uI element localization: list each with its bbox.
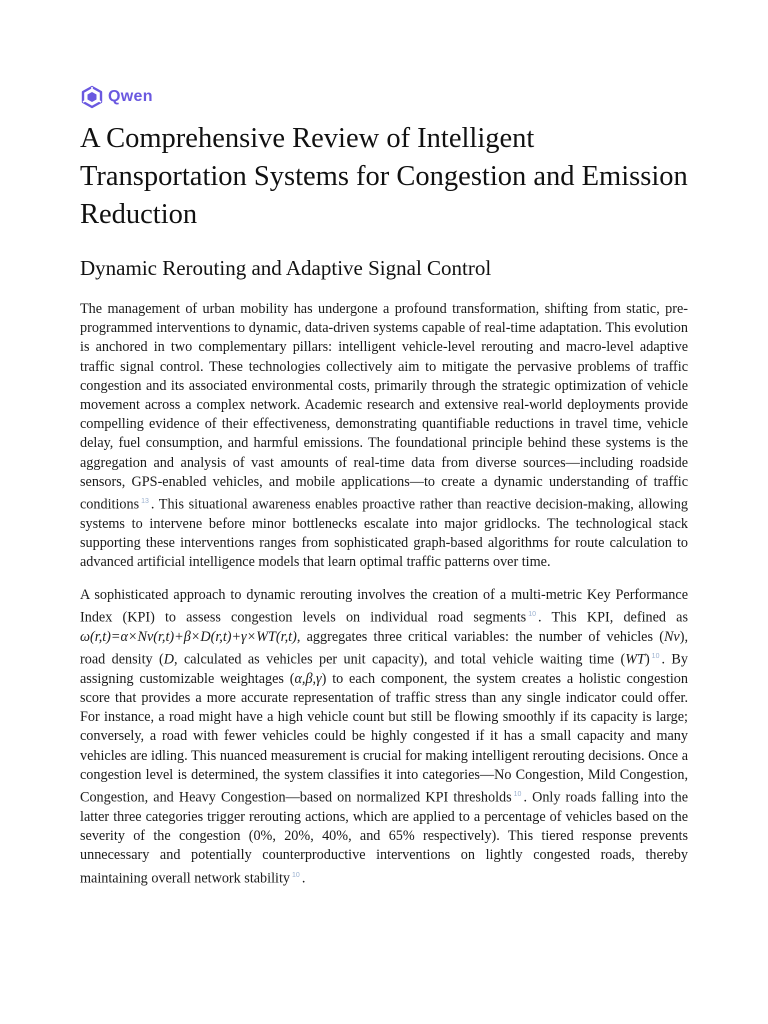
paragraph-1 — [80, 300, 688, 573]
document-page — [80, 84, 688, 889]
document-title: A Comprehensive Review of Intelligent Transportation Systems for Congestion and Emission Reduction — [80, 123, 688, 230]
paragraph-2-text-a: A sophisticated approach to dynamic rerouting involves the creation of a multi-metric Key Performance Index (KPI) to assess congestion levels on individual road segments — [80, 586, 688, 626]
citation-marker[interactable]: 10 — [292, 871, 300, 879]
paragraph-2-text-h: ) to each component, the system creates a holistic congestion score that provides a more accurate representation of traffic stress than any single indicator could offer. For instance, a road might have a high vehicle count but still be flowing smoothly if its capacity is large; conversely, a road with fewer vehicles could be highly congested if it has a small capacity and many vehicles are idling. This nuanced measurement is crucial for making intelligent rerouting decisions. Once a congestion level is determined, the system classifies it into categories—No Congestion, Mild Congestion, Congestion, and Heavy Congestion—based on normalized KPI thresholds — [80, 670, 688, 806]
kpi-formula: ω(r,t)=α×Nv(r,t)+β×D(r,t)+γ×WT(r,t) — [80, 628, 297, 645]
paragraph-2-text-f: ) — [644, 651, 650, 668]
paragraph-1-text-a: The management of urban mobility has undergone a profound transformation, shifting from static, pre-programmed interventions to dynamic, data-driven systems capable of real-time adaptation. This evolution is anchored in two complementary pillars: intelligent vehicle-level rerouting and macro-level adaptive traffic signal control. These technologies collectively aim to mitigate the pervasive problems of traffic congestion and its associated environmental costs, primarily through the strategic optimization of vehicle movement across a complex network. Academic research and extensive real-world deployments provide compelling evidence of their effectiveness, demonstrating quantifiable reductions in travel time, vehicle delay, fuel consumption, and harmful emissions. The foundational principle behind these systems is the aggregation and analysis of vast amounts of real-time data from diverse sources—including roadside sensors, GPS-enabled vehicles, and mobile applications—to create a dynamic understanding of traffic conditions — [80, 301, 688, 513]
paragraph-2-text-b: . This KPI, defined as — [538, 609, 689, 626]
brand-name: Qwen — [108, 88, 153, 105]
citation-marker[interactable]: 10 — [513, 791, 522, 799]
paragraph-2-text-g: . By assigning customizable weightages ( — [80, 651, 688, 687]
variable-nv: Nv — [663, 628, 680, 645]
paragraph-2-text-j: . — [301, 870, 306, 887]
variable-wt: WT — [625, 651, 645, 668]
qwen-logo-icon — [80, 85, 104, 109]
citation-marker[interactable]: 10 — [651, 652, 660, 660]
paragraph-2-text-c: , aggregates three critical variables: the number of vehicles ( — [296, 628, 664, 645]
citation-marker[interactable]: 10 — [528, 610, 537, 618]
paragraph-2 — [80, 586, 688, 889]
citation-marker[interactable]: 13 — [141, 498, 149, 506]
section-title: Dynamic Rerouting and Adaptive Signal Control — [80, 256, 492, 280]
weight-variables: α,β,γ — [294, 670, 322, 687]
paragraph-2-text-e: , calculated as vehicles per unit capacity), and total vehicle waiting time ( — [174, 651, 626, 668]
paragraph-2-text-i: . Only roads falling into the latter three categories trigger rerouting actions, which are applied to a percentage of vehicles based on the severity of the congestion (0%, 20%, 40%, and 65% respectively). This tiered response prevents unnecessary and potentially counterproductive interventions on lightly congested roads, thereby maintaining overall network stability — [80, 789, 688, 887]
paragraph-2-text-d: ), road density ( — [80, 628, 688, 668]
variable-d: D — [163, 651, 174, 668]
brand-header — [80, 84, 688, 110]
paragraph-1-text-b: . This situational awareness enables proactive rather than reactive decision-making, allowing systems to intervene before minor bottlenecks escalate into major gridlocks. The technological stack supporting these interventions ranges from sophisticated graph-based algorithms for route calculation to advanced artificial intelligence models that learn optimal traffic patterns over time. — [80, 496, 688, 571]
